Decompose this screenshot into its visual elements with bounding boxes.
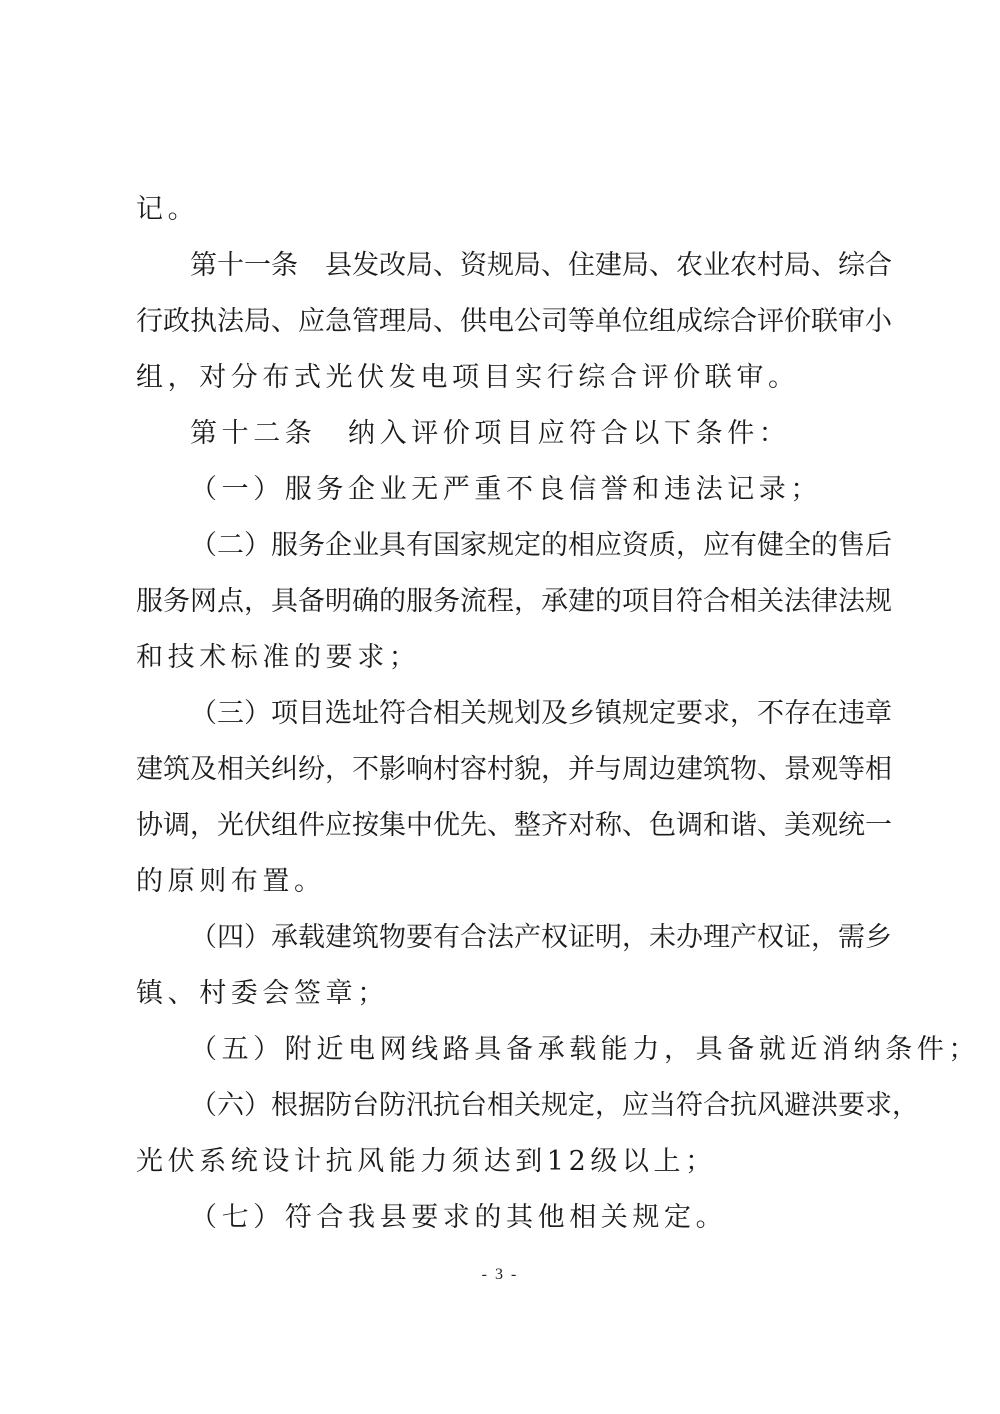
text-line: 服务网点，具备明确的服务流程，承建的项目符合相关法律法规 bbox=[136, 586, 892, 617]
condition-3-line: （三）项目选址符合相关规划及乡镇规定要求，不存在违章 bbox=[190, 698, 892, 729]
condition-6-line: （六）根据防台防汛抗台相关规定，应当符合抗风避洪要求， bbox=[190, 1090, 919, 1121]
condition-5-line: （五）附近电网线路具备承载能力，具备就近消纳条件； bbox=[190, 1034, 980, 1065]
condition-2-line: （二）服务企业具有国家规定的相应资质，应有健全的售后 bbox=[190, 530, 892, 561]
text-line: 组，对分布式光伏发电项目实行综合评价联审。 bbox=[136, 362, 800, 393]
text-line: 行政执法局、应急管理局、供电公司等单位组成综合评价联审小 bbox=[136, 306, 892, 337]
text-line: 镇、村委会签章； bbox=[136, 978, 389, 1009]
condition-1-line: （一）服务企业无严重不良信誉和违法记录； bbox=[190, 474, 822, 505]
condition-7-line: （七）符合我县要求的其他相关规定。 bbox=[190, 1202, 728, 1233]
text-line: 协调，光伏组件应按集中优先、整齐对称、色调和谐、美观统一 bbox=[136, 810, 892, 841]
text-line: 建筑及相关纠纷，不影响村容村貌，并与周边建筑物、景观等相 bbox=[136, 754, 892, 785]
text-line: 记。 bbox=[136, 194, 200, 225]
page-number: - 3 - bbox=[481, 1266, 519, 1283]
article-11-heading-line: 第十一条 县发改局、资规局、住建局、农业农村局、综合 bbox=[190, 250, 892, 281]
text-line: 的原则布置。 bbox=[136, 866, 326, 897]
condition-4-line: （四）承载建筑物要有合法产权证明，未办理产权证，需乡 bbox=[190, 922, 892, 953]
text-line: 光伏系统设计抗风能力须达到12级以上； bbox=[136, 1146, 717, 1177]
text-line: 和技术标准的要求； bbox=[136, 642, 421, 673]
article-12-heading-line: 第十二条 纳入评价项目应符合以下条件： bbox=[190, 418, 791, 449]
